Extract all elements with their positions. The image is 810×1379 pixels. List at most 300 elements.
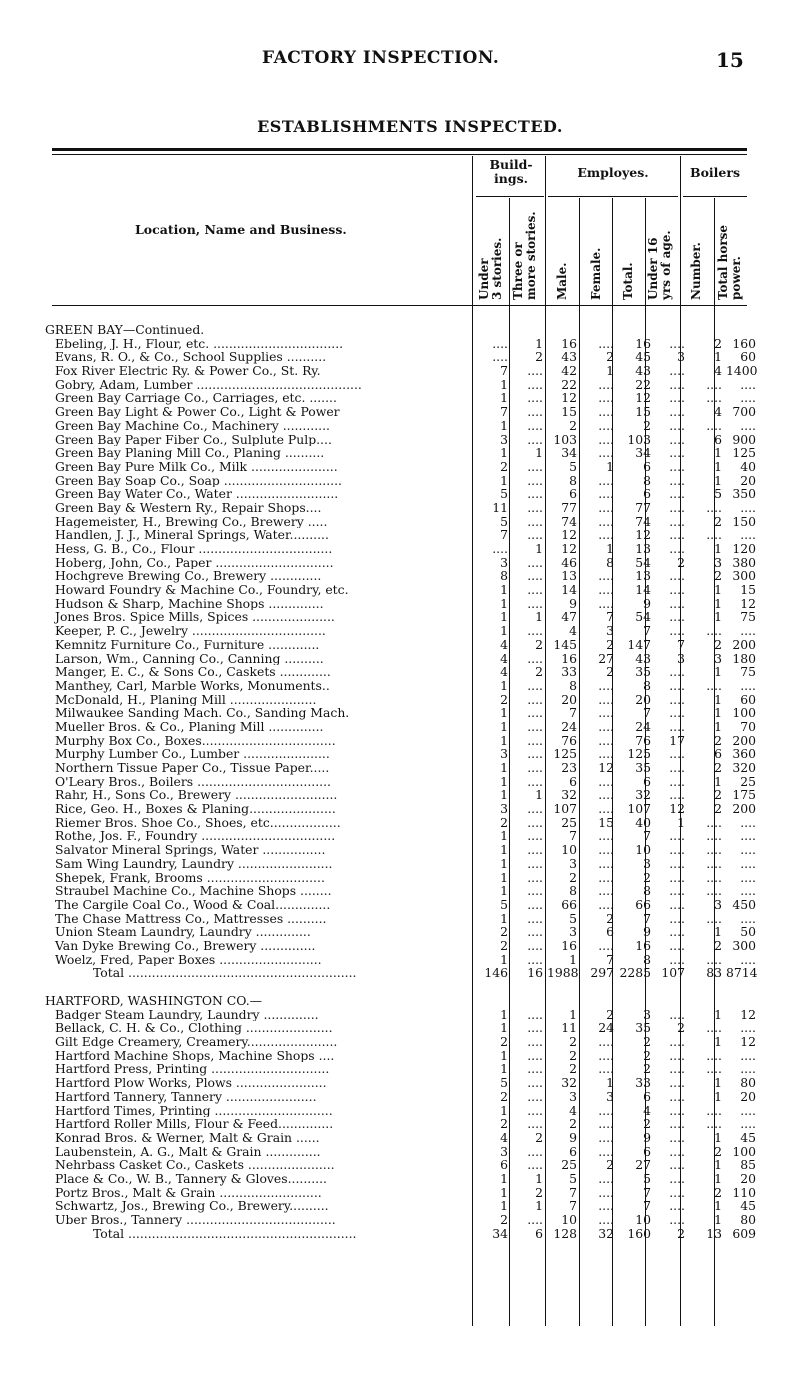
establishment-name: The Chase Mattress Co., Mattresses .......... <box>55 911 327 926</box>
cell-2: 12 <box>561 527 577 543</box>
cell-1: .... <box>527 814 543 830</box>
cell-7: .... <box>740 417 756 433</box>
cell-5: 2 <box>677 1225 685 1241</box>
cell-2: 46 <box>561 554 577 570</box>
cell-1: 2 <box>535 1184 543 1200</box>
cell-5: .... <box>669 1198 685 1214</box>
cell-7: 40 <box>740 458 756 474</box>
table-row <box>45 884 755 898</box>
cell-3: 2 <box>606 1157 614 1173</box>
cell-1: 1 <box>535 1198 543 1214</box>
boilers-group-rule <box>683 196 747 197</box>
cell-4: 15 <box>635 404 651 420</box>
cell-7: .... <box>740 1116 756 1132</box>
cell-5: .... <box>669 705 685 721</box>
cell-4: 7 <box>643 705 651 721</box>
table-row <box>45 583 755 597</box>
cell-6: 1 <box>714 445 722 461</box>
cell-5: 107 <box>661 965 685 981</box>
cell-3: 2 <box>606 349 614 365</box>
cell-0: .... <box>492 541 508 556</box>
cell-1: .... <box>527 1212 543 1227</box>
cell-3: 2 <box>606 664 614 680</box>
cell-4: 107 <box>627 801 651 817</box>
cell-3: 3 <box>606 1088 614 1104</box>
cell-0: 3 <box>500 431 508 447</box>
cell-1: .... <box>527 760 543 775</box>
establishment-name: Larson, Wm., Canning Co., Canning .......... <box>55 651 324 666</box>
establishment-name: Murphy Lumber Co., Lumber ...................... <box>55 747 330 762</box>
cell-1: 16 <box>527 965 543 981</box>
cell-1: .... <box>527 595 543 611</box>
cell-2: 13 <box>561 568 577 584</box>
cell-4: 5 <box>643 1170 651 1186</box>
cell-3: .... <box>598 787 614 803</box>
cell-0: 3 <box>500 801 508 817</box>
cell-6: 2 <box>714 513 722 529</box>
cell-1: 1 <box>535 335 543 351</box>
cell-5: .... <box>669 1034 685 1050</box>
cell-2: 15 <box>561 404 577 420</box>
cell-7: 12 <box>740 1006 756 1022</box>
cell-3: 6 <box>606 924 614 940</box>
cell-0: 2 <box>500 691 508 707</box>
cell-1: .... <box>527 1075 543 1091</box>
cell-7: .... <box>740 1102 756 1118</box>
cell-4: 12 <box>635 527 651 543</box>
table-row <box>45 433 755 447</box>
cell-7: 360 <box>732 746 756 762</box>
col-header-under-3-stories: Under 3 stories. <box>477 237 504 300</box>
cell-0: 1 <box>500 472 508 488</box>
establishment-name: Gobry, Adam, Lumber .......................................... <box>55 377 362 392</box>
cell-0: 4 <box>500 650 508 666</box>
cell-0: 2 <box>500 814 508 830</box>
boilers-group-header: Boilers <box>690 165 740 180</box>
cell-4: 7 <box>643 828 651 844</box>
cell-5: .... <box>669 568 685 584</box>
cell-5: .... <box>669 937 685 953</box>
cell-6: 1 <box>714 472 722 488</box>
cell-5: .... <box>669 404 685 420</box>
cell-1: .... <box>527 705 543 721</box>
cell-3: .... <box>598 801 614 817</box>
table-row <box>45 378 755 392</box>
cell-0: 1 <box>500 390 508 406</box>
cell-5: .... <box>669 951 685 967</box>
cell-3: .... <box>598 883 614 899</box>
buildings-group-rule <box>476 196 544 197</box>
cell-6: 1 <box>714 458 722 474</box>
establishment-name: Green Bay Light & Power Co., Light & Power <box>55 405 340 419</box>
cell-0: .... <box>492 335 508 351</box>
cell-2: 2 <box>569 1116 577 1132</box>
cell-2: 23 <box>561 760 577 775</box>
cell-4: 24 <box>635 718 651 734</box>
running-head <box>0 46 810 74</box>
cell-4: 54 <box>635 609 651 625</box>
cell-2: 3 <box>569 924 577 940</box>
table-row <box>45 569 755 583</box>
establishment-name: Hartford Plow Works, Plows ....................... <box>55 1076 327 1090</box>
establishment-name: Handlen, J. J., Mineral Springs, Water.......... <box>55 528 329 543</box>
cell-7: 200 <box>732 801 756 817</box>
cell-0: 1 <box>500 773 508 789</box>
cell-1: .... <box>527 527 543 543</box>
establishment-name: The Cargile Coal Co., Wood & Coal.............. <box>55 897 331 912</box>
cell-3: .... <box>598 842 614 858</box>
cell-2: 3 <box>569 1088 577 1104</box>
cell-4: 3 <box>643 855 651 871</box>
cell-6: .... <box>706 842 722 858</box>
cell-2: 103 <box>553 431 577 447</box>
establishment-name: Howard Foundry & Machine Co., Foundry, etc. <box>55 583 349 597</box>
cell-0: 11 <box>492 499 508 515</box>
table-row <box>45 802 755 816</box>
table-row <box>45 953 755 967</box>
cell-7: 175 <box>732 787 756 803</box>
cell-3: 2 <box>606 636 614 652</box>
cell-4: 77 <box>635 499 651 515</box>
cell-1: .... <box>527 568 543 584</box>
establishment-name: Green Bay Pure Milk Co., Milk ...................... <box>55 459 338 474</box>
table-row <box>45 720 755 734</box>
cell-1: .... <box>527 623 543 639</box>
cell-2: 8 <box>569 472 577 488</box>
cell-4: 35 <box>635 664 651 680</box>
cell-3: .... <box>598 896 614 912</box>
table-row <box>45 693 755 707</box>
cell-2: 12 <box>561 541 577 556</box>
table-row <box>45 898 755 912</box>
cell-2: 6 <box>569 773 577 789</box>
cell-6: 1 <box>714 773 722 789</box>
table-row <box>45 1145 755 1159</box>
cell-0: 1 <box>500 705 508 721</box>
cell-0: 1 <box>500 376 508 392</box>
establishment-name: Hartford Press, Printing .............................. <box>55 1062 330 1077</box>
cell-2: 47 <box>561 609 577 625</box>
cell-0: 1 <box>500 677 508 693</box>
cell-7: .... <box>740 828 756 844</box>
cell-6: .... <box>706 677 722 693</box>
table-row <box>45 939 755 953</box>
cell-7: 110 <box>732 1184 756 1200</box>
cell-0: 1 <box>500 1198 508 1214</box>
cell-5: .... <box>669 1170 685 1186</box>
cell-6: 3 <box>714 554 722 570</box>
cell-7: 75 <box>740 609 756 625</box>
cell-0: 2 <box>500 924 508 940</box>
cell-0: 1 <box>500 1047 508 1063</box>
cell-4: 66 <box>635 896 651 912</box>
cell-6: 1 <box>714 1170 722 1186</box>
cell-0: 1 <box>500 1020 508 1036</box>
cell-0: .... <box>492 349 508 365</box>
cell-4: 40 <box>635 814 651 830</box>
cell-7: 200 <box>732 732 756 748</box>
cell-0: 1 <box>500 609 508 625</box>
cell-6: 1 <box>714 1129 722 1145</box>
cell-0: 2 <box>500 1088 508 1104</box>
cell-5: .... <box>669 1061 685 1077</box>
table-row <box>45 337 755 351</box>
cell-0: 2 <box>500 458 508 474</box>
cell-6: 2 <box>714 760 722 775</box>
cell-3: .... <box>598 718 614 734</box>
cell-2: 43 <box>561 349 577 365</box>
cell-5: .... <box>669 760 685 775</box>
cell-4: 14 <box>635 582 651 598</box>
establishment-name: Fox River Electric Ry. & Power Co., St. Ry. <box>55 364 321 378</box>
cell-3: .... <box>598 527 614 543</box>
cell-7: 900 <box>732 431 756 447</box>
location-header: Location, Name and Business. <box>135 222 347 237</box>
cell-6: 83 <box>706 965 722 981</box>
cell-4: 20 <box>635 691 651 707</box>
cell-0: 1 <box>500 595 508 611</box>
cell-3: 7 <box>606 951 614 967</box>
cell-5: .... <box>669 828 685 844</box>
cell-3: .... <box>598 1129 614 1145</box>
employes-group-rule <box>548 196 678 197</box>
cell-3: .... <box>598 1170 614 1186</box>
cell-4: 8 <box>643 951 651 967</box>
cell-4: 34 <box>635 445 651 461</box>
cell-7: 120 <box>732 541 756 556</box>
establishment-name: Sam Wing Laundry, Laundry ........................ <box>55 856 333 871</box>
cell-2: 10 <box>561 1212 577 1227</box>
cell-2: 5 <box>569 458 577 474</box>
cell-7: 45 <box>740 1129 756 1145</box>
cell-1: .... <box>527 486 543 502</box>
establishment-name: Rahr, H., Sons Co., Brewery .......................... <box>55 788 338 803</box>
cell-3: 2 <box>606 910 614 926</box>
table-row <box>45 1076 755 1090</box>
cell-5: .... <box>669 541 685 556</box>
cell-7: 320 <box>732 760 756 775</box>
cell-6: .... <box>706 499 722 515</box>
establishment-name: Rothe, Jos. F., Foundry .................................. <box>55 829 336 844</box>
cell-2: 5 <box>569 1170 577 1186</box>
cell-7: 12 <box>740 1034 756 1050</box>
cell-4: 6 <box>643 1143 651 1159</box>
table-row <box>45 665 755 679</box>
cell-2: 25 <box>561 1157 577 1173</box>
establishment-name: Green Bay & Western Ry., Repair Shops.... <box>55 500 322 515</box>
cell-3: .... <box>598 445 614 461</box>
cell-4: 33 <box>635 1075 651 1091</box>
cell-1: .... <box>527 773 543 789</box>
table-row <box>45 405 755 419</box>
cell-2: 7 <box>569 705 577 721</box>
cell-7: 60 <box>740 691 756 707</box>
cell-2: 32 <box>561 787 577 803</box>
cell-0: 6 <box>500 1157 508 1173</box>
cell-2: 25 <box>561 814 577 830</box>
cell-1: .... <box>527 1157 543 1173</box>
cell-2: 14 <box>561 582 577 598</box>
cell-3: 2 <box>606 1006 614 1022</box>
cell-2: 2 <box>569 1047 577 1063</box>
cell-4: 9 <box>643 924 651 940</box>
cell-2: 6 <box>569 1143 577 1159</box>
cell-1: .... <box>527 472 543 488</box>
cell-1: .... <box>527 376 543 392</box>
cell-0: 1 <box>500 1170 508 1186</box>
cell-3: 8 <box>606 554 614 570</box>
cell-3: .... <box>598 431 614 447</box>
table-row <box>45 638 755 652</box>
cell-0: 1 <box>500 1006 508 1022</box>
cell-6: .... <box>706 951 722 967</box>
cell-5: 17 <box>669 732 685 748</box>
employes-group-header: Employes. <box>577 165 649 180</box>
cell-2: 2 <box>569 417 577 433</box>
cell-2: 9 <box>569 595 577 611</box>
cell-0: 1 <box>500 883 508 899</box>
cell-6: 1 <box>714 1075 722 1091</box>
cell-3: .... <box>598 499 614 515</box>
establishment-name: Nehrbass Casket Co., Caskets ...................... <box>55 1158 335 1172</box>
cell-2: 20 <box>561 691 577 707</box>
cell-3: 3 <box>606 623 614 639</box>
total-label: Total .......................................................... <box>93 966 357 981</box>
cell-2: 8 <box>569 883 577 899</box>
table-row <box>45 1213 755 1227</box>
table-row <box>45 1049 755 1063</box>
cell-3: .... <box>598 404 614 420</box>
cell-7: .... <box>740 677 756 693</box>
establishment-name: Rice, Geo. H., Boxes & Planing...................... <box>55 802 336 816</box>
table-row <box>45 652 755 666</box>
establishment-name: Shepek, Frank, Brooms .............................. <box>55 870 325 885</box>
cell-1: .... <box>527 1006 543 1022</box>
cell-5: .... <box>669 513 685 529</box>
table-row <box>45 1090 755 1104</box>
cell-7: 70 <box>740 718 756 734</box>
cell-6: 1 <box>714 609 722 625</box>
establishment-name: Schwartz, Jos., Brewing Co., Brewery.......... <box>55 1199 329 1214</box>
cell-1: .... <box>527 582 543 598</box>
cell-7: 160 <box>732 335 756 351</box>
cell-3: 7 <box>606 609 614 625</box>
cell-1: .... <box>527 1034 543 1050</box>
cell-7: .... <box>740 527 756 543</box>
cell-7: 100 <box>732 1143 756 1159</box>
cell-2: 125 <box>553 746 577 762</box>
cell-5: .... <box>669 1157 685 1173</box>
table-row <box>45 1199 755 1213</box>
cell-1: .... <box>527 801 543 817</box>
cell-4: 74 <box>635 513 651 529</box>
cell-7: 700 <box>732 404 756 420</box>
cell-6: 1 <box>714 924 722 940</box>
cell-3: .... <box>598 1116 614 1132</box>
cell-7: .... <box>740 951 756 967</box>
cell-5: .... <box>669 335 685 351</box>
cell-0: 34 <box>492 1225 508 1241</box>
cell-0: 1 <box>500 855 508 871</box>
table-row <box>45 1186 755 1200</box>
cell-6: 2 <box>714 568 722 584</box>
cell-6: .... <box>706 1047 722 1063</box>
cell-3: .... <box>598 1034 614 1050</box>
cell-2: 34 <box>561 445 577 461</box>
total-row <box>45 1227 755 1241</box>
cell-5: .... <box>669 1129 685 1145</box>
cell-0: 5 <box>500 1075 508 1091</box>
cell-7: .... <box>740 842 756 858</box>
section-heading <box>45 323 755 337</box>
establishment-name: Hartford Roller Mills, Flour & Feed.............. <box>55 1117 334 1131</box>
cell-3: .... <box>598 773 614 789</box>
cell-0: 1 <box>500 1184 508 1200</box>
cell-3: 1 <box>606 458 614 474</box>
cell-3: 1 <box>606 541 614 556</box>
cell-2: 11 <box>561 1020 577 1036</box>
col-header-female: Female. <box>589 247 603 300</box>
cell-4: 43 <box>635 650 651 666</box>
cell-5: .... <box>669 842 685 858</box>
cell-6: 13 <box>706 1225 722 1241</box>
cell-5: .... <box>669 1102 685 1118</box>
establishment-name: Mueller Bros. & Co., Planing Mill .............. <box>55 719 324 734</box>
cell-6: 1 <box>714 1088 722 1104</box>
cell-7: .... <box>740 623 756 639</box>
cell-3: .... <box>598 705 614 721</box>
cell-1: .... <box>527 404 543 420</box>
cell-7: 20 <box>740 472 756 488</box>
cell-4: 12 <box>635 390 651 406</box>
cell-5: .... <box>669 445 685 461</box>
page-title: FACTORY INSPECTION. <box>262 48 500 68</box>
cell-3: .... <box>598 828 614 844</box>
cell-1: .... <box>527 910 543 926</box>
cell-3: .... <box>598 472 614 488</box>
cell-5: 3 <box>677 650 685 666</box>
cell-6: .... <box>706 1061 722 1077</box>
cell-1: .... <box>527 718 543 734</box>
cell-2: 7 <box>569 1198 577 1214</box>
establishment-name: Green Bay Planing Mill Co., Planing .......... <box>55 446 325 460</box>
col-header-three-or-more-stories: Three or more stories. <box>511 211 538 300</box>
cell-3: .... <box>598 732 614 748</box>
cell-7: 350 <box>732 486 756 502</box>
establishment-name: Keeper, P. C., Jewelry .................................. <box>55 624 326 638</box>
cell-4: 54 <box>635 554 651 570</box>
establishment-name: Hagemeister, H., Brewing Co., Brewery ..... <box>55 514 328 529</box>
cell-0: 1 <box>500 910 508 926</box>
cell-4: 13 <box>635 541 651 556</box>
cell-2: 10 <box>561 842 577 858</box>
cell-1: .... <box>527 896 543 912</box>
cell-5: .... <box>669 896 685 912</box>
cell-2: 74 <box>561 513 577 529</box>
cell-4: 7 <box>643 623 651 639</box>
cell-6: .... <box>706 828 722 844</box>
cell-5: .... <box>669 1047 685 1063</box>
establishment-name: Green Bay Water Co., Water .......................... <box>55 487 339 501</box>
cell-2: 2 <box>569 869 577 885</box>
cell-6: 2 <box>714 732 722 748</box>
establishment-name: Laubenstein, A. G., Malt & Grain .............. <box>55 1144 321 1159</box>
cell-5: .... <box>669 376 685 392</box>
cell-3: 297 <box>590 965 614 981</box>
table-row <box>45 1172 755 1186</box>
cell-2: 7 <box>569 828 577 844</box>
establishment-name: Konrad Bros. & Werner, Malt & Grain ...... <box>55 1130 320 1145</box>
